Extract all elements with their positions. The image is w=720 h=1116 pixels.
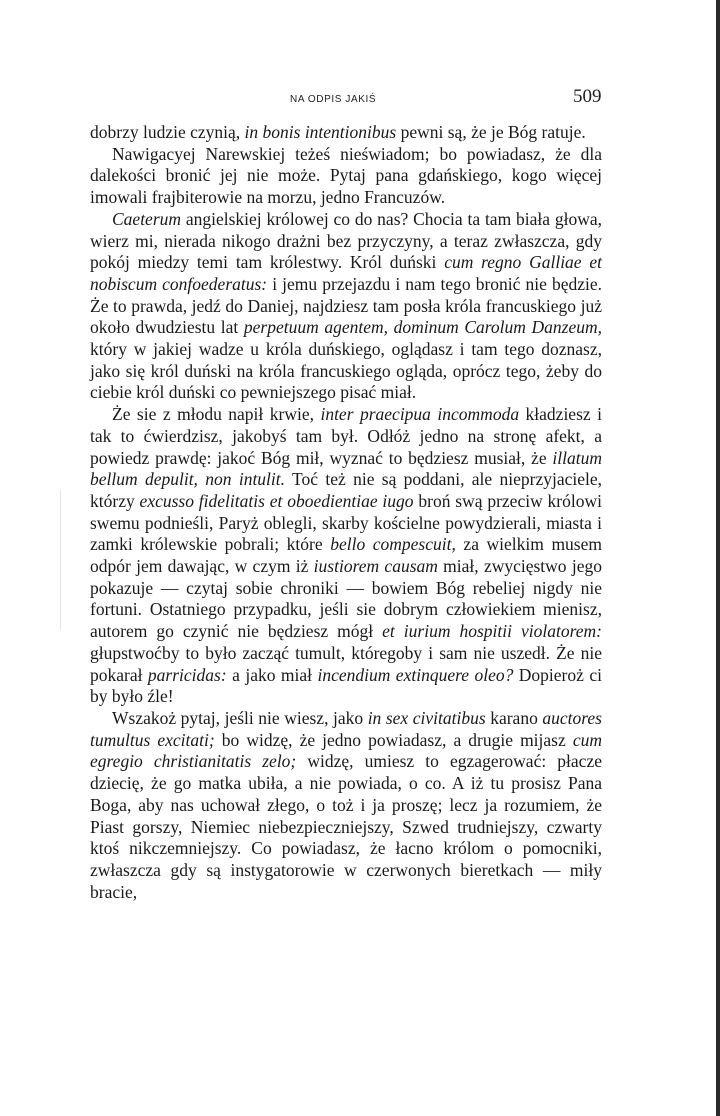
- text-run: kładziesz i tak to ćwierdzisz, jakobyś tam był. Odłóż jedno na stronę afekt, a powiedz prawdę: jakoć Bóg mił, wyznać to będziesz musiał, że: [90, 404, 602, 468]
- text-run: Nawigacyej Narewskiej teżeś nieświadom; bo powiadasz, że dla dalekości bronić jej nie może. Pytaj pana gdańskiego, kogo więcej imowali frajbiterowie na morzu, jedno Francuzów.: [90, 143, 602, 208]
- scan-edge: [716, 0, 720, 1116]
- latin-phrase: et iurium hospitii violatorem:: [382, 621, 602, 642]
- latin-phrase: excusso fidelitatis et oboedientiae iugo: [139, 490, 414, 511]
- text-run: miał, zwycięstwo jego pokazuje — czytaj sobie chroniki — bowiem Bóg rebeliej nigdy nie fortuni. Ostatniego przypadku, jeśli sie dobrym człowiekiem mienisz, autorem go czynić nie będziesz mógł: [90, 556, 602, 642]
- latin-phrase: parricidas:: [147, 664, 227, 685]
- latin-phrase: illatum bellum depulit, non intulit.: [90, 447, 602, 490]
- latin-phrase: iustiorem causam: [313, 556, 438, 577]
- latin-phrase: incendium extinquere oleo?: [317, 664, 514, 685]
- paragraph: [90, 209, 602, 404]
- latin-phrase: in bonis intentionibus: [244, 122, 397, 142]
- text-run: który w jakiej wadze u króla duńskiego, oglądasz i tam tego doznasz, jako się król duński na króla francuskiego ogląda, oprócz tego, żeby do ciebie król duński co pewniejszego pisać miał.: [90, 339, 602, 403]
- paragraph: [90, 708, 602, 903]
- latin-phrase: inter praecipua incommoda: [320, 404, 520, 425]
- text-run: Że sie z młodu napił krwie,: [112, 404, 321, 425]
- scan-margin-mark: [60, 490, 61, 630]
- text-run: dobrzy ludzie czynią,: [90, 122, 245, 142]
- paragraph: [90, 122, 602, 144]
- latin-phrase: in sex civitatibus: [367, 707, 486, 728]
- latin-phrase: auctores tumultus excitati;: [90, 707, 602, 750]
- text-run: pewni są, że je Bóg ratuje.: [396, 122, 586, 142]
- text-run: widzę, umiesz to egzagerować: płacze dziecię, że go matka ubiła, a nie powiada, o co. A iż tu prosisz Pana Boga, aby nas uchował złego, o toż i ja proszę; lecz ja rozumiem, że Piast gorszy, Niemiec niebezpieczniejszy, Szwed trudniejszy, czwarty ktoś nikczemniejszy. Co powiadasz, że łacno królom o pomocniki, zwłaszcza gdy są instygatorowie w czerwonych bieretkach — miły bracie,: [90, 751, 602, 902]
- text-run: Toć też nie są poddani, ale nieprzyjaciele, którzy: [90, 469, 602, 511]
- paragraph: [90, 144, 602, 209]
- latin-phrase: cum egregio christianitatis zelo;: [90, 729, 602, 772]
- text-run: i jemu przejazdu i nam tego bronić nie będzie. Że to prawda, jedź do Daniej, najdziesz tam posła króla francuskiego już około dwudziestu lat: [90, 273, 602, 338]
- latin-phrase: bello compescuit,: [330, 534, 456, 555]
- page-number: 509: [573, 86, 602, 107]
- text-run: Dopieroż ci by było źle!: [90, 664, 602, 707]
- text-run: a jako miał: [226, 664, 318, 685]
- text-run: za wielkim musem odpór jem dawając, w czym iż: [90, 534, 602, 577]
- text-run: głupstwoćby to było zacząć tumult, któregoby i sam nie uszedł. Że nie pokarał: [90, 642, 602, 685]
- text-run: Wszakoż pytaj, jeśli nie wiesz, jako: [112, 707, 368, 728]
- latin-phrase: perpetuum agentem, dominum Carolum Danzeum,: [243, 317, 602, 338]
- body-text: [90, 122, 602, 903]
- text-run: bo widzę, że jedno powiadasz, a drugie mijasz: [214, 729, 573, 750]
- paragraph: [90, 404, 602, 708]
- latin-phrase: cum regno Galliae et nobiscum confoederatus:: [90, 252, 602, 294]
- latin-phrase: Caeterum: [112, 208, 182, 229]
- text-run: broń swą przeciw królowi swemu podnieśli, Paryż oblegli, skarby kościelne powydzierali, miasta i zamki królewskie pobrali; które: [90, 490, 602, 555]
- text-run: angielskiej królowej co do nas? Chocia ta tam biała głowa, wierz mi, nierada nikogo drażni bez przyczyny, a teraz zwłaszcza, gdy pokój miedzy temi tam królestwy. Król duński: [90, 208, 602, 273]
- running-head-title: NA ODPIS JAKIŚ: [290, 94, 377, 105]
- text-run: karano: [485, 707, 543, 728]
